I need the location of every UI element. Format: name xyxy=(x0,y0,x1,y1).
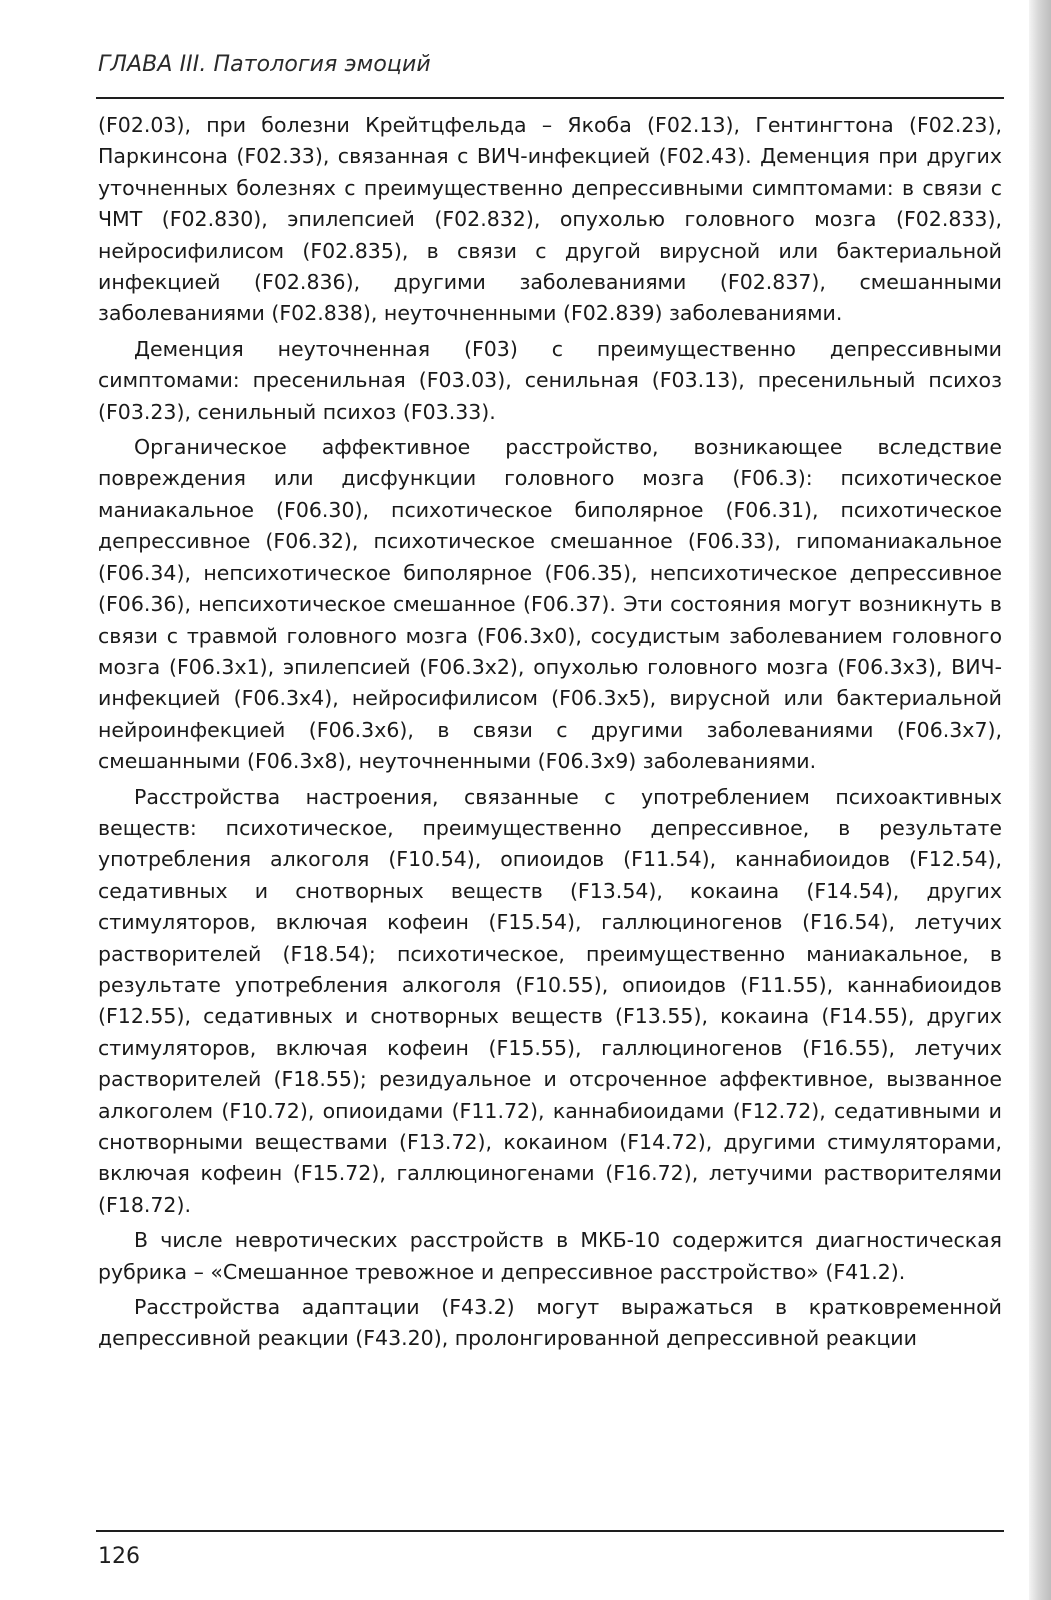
paragraph-4: Расстройства настроения, связанные с употреблением психоактивных веществ: психотическое, преимущественно депрессивное, в результате употребления алкоголя (F10.54), опиоидов (F11.54), каннабиоидов (F12.54), седативных и снотворных веществ (F13.54), кокаина (F14.54), других стимуляторов, включая кофеин (F15.54), галлюциногенов (F16.54), летучих растворителей (F18.54); психотическое, преимущественно маниакальное, в результате употребления алкоголя (F10.55), опиоидов (F11.55), каннабиоидов (F12.55), седативных и снотворных веществ (F13.55), кокаина (F14.55), других стимуляторов, включая кофеин (F15.55), галлюциногенов (F16.55), летучих растворителей (F18.55); резидуальное и отсроченное аффективное, вызванное алкоголем (F10.72), опиоидами (F11.72), каннабиоидами (F12.72), седативными и снотворными веществами (F13.72), кокаином (F14.72), другими стимуляторами, включая кофеин (F15.72), галлюциногенами (F16.72), летучими растворителями (F18.72). xyxy=(98,784,1002,1217)
header-rule xyxy=(96,97,1004,99)
paragraph-2: Деменция неуточненная (F03) с преимущественно депрессивными симптомами: пресенильная (F03.03), сенильная (F03.13), пресенильный психоз (F03.23), сенильный психоз (F03.33). xyxy=(98,336,1002,424)
page-edge-shadow xyxy=(1029,0,1051,1600)
running-title: ГЛАВА III. Патология эмоций xyxy=(98,52,431,77)
paragraph-6: Расстройства адаптации (F43.2) могут выражаться в кратковременной депрессивной реакции (F43.20), пролонгированной депрессивной реакции xyxy=(98,1295,1002,1351)
page-number: 126 xyxy=(98,1544,140,1569)
footer-rule xyxy=(96,1530,1004,1532)
body-text xyxy=(98,110,1002,1359)
paragraph-1: (F02.03), при болезни Крейтцфельда – Якоба (F02.13), Гентингтона (F02.23), Паркинсона (F02.33), связанная с ВИЧ-инфекцией (F02.43). Деменция при других уточненных болезнях с преимущественно депрессивными симптомами: в связи с ЧМТ (F02.830), эпилепсией (F02.832), опухолью головного мозга (F02.833), нейросифилисом (F02.835), в связи с другой вирусной или бактериальной инфекцией (F02.836), другими заболеваниями (F02.837), смешанными заболеваниями (F02.838), неуточненными (F02.839) заболеваниями. xyxy=(98,113,1002,326)
paragraph-3: Органическое аффективное расстройство, возникающее вследствие повреждения или дисфункции головного мозга (F06.3): психотическое маниакальное (F06.30), психотическое биполярное (F06.31), психотическое депрессивное (F06.32), психотическое смешанное (F06.33), гипоманиакальное (F06.34), непсихотическое биполярное (F06.35), непсихотическое депрессивное (F06.36), непсихотическое смешанное (F06.37). Эти состояния могут возникнуть в связи с травмой головного мозга (F06.3x0), сосудистым заболеванием головного мозга (F06.3x1), эпилепсией (F06.3x2), опухолью головного мозга (F06.3x3), ВИЧ-инфекцией (F06.3x4), нейросифилисом (F06.3x5), вирусной или бактериальной нейроинфекцией (F06.3x6), в связи с другими заболеваниями (F06.3x7), смешанными (F06.3x8), неуточненными (F06.3x9) заболеваниями. xyxy=(98,435,1002,774)
paragraph-5: В числе невротических расстройств в МКБ-10 содержится диагностическая рубрика – «Смешанное тревожное и депрессивное расстройство» (F41.2). xyxy=(98,1228,1002,1284)
